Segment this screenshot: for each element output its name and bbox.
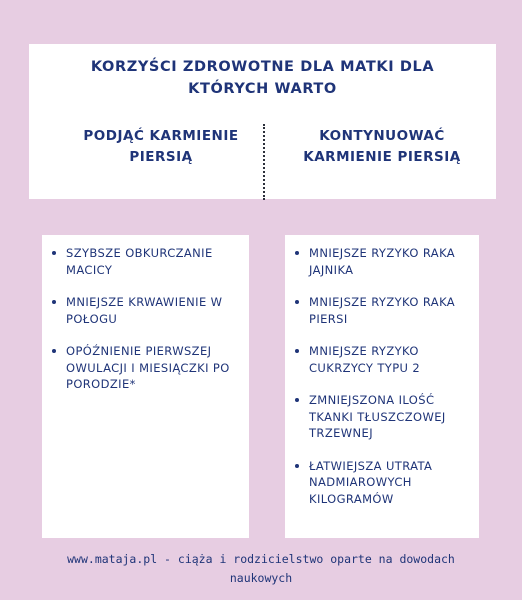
header-card [29, 44, 496, 199]
title-line: KORZYŚCI ZDROWOTNE DLA MATKI DLA [90, 59, 435, 75]
bullet-icon [295, 464, 299, 468]
page-title [29, 56, 496, 100]
bullet-icon [52, 251, 56, 255]
left-heading-line: PIERSIĄ [129, 149, 193, 165]
left-column-heading [61, 126, 261, 168]
footer-line: naukowych [229, 571, 293, 585]
bullet-icon [295, 349, 299, 353]
bullet-icon [295, 300, 299, 304]
bullet-icon [52, 349, 56, 353]
footer-line: www.mataja.pl - ciąża i rodzicielstwo oparte na dowodach [67, 552, 455, 566]
left-heading-line: PODJĄĆ KARMIENIE [83, 128, 239, 144]
right-benefits-card [285, 235, 479, 538]
left-benefits-card [42, 235, 249, 538]
list-item: MNIEJSZE KRWAWIENIE W POŁOGU [66, 294, 243, 327]
list-item: MNIEJSZE RYZYKO RAKA PIERSI [309, 294, 473, 327]
bullet-icon [295, 251, 299, 255]
left-benefits-list [42, 235, 249, 393]
right-benefits-list [285, 235, 479, 507]
right-heading-line: KONTYNUOWAĆ [319, 128, 445, 144]
list-item: ŁATWIEJSZA UTRATA NADMIAROWYCH KILOGRAMÓW [309, 458, 473, 508]
footer-caption [0, 550, 522, 588]
right-heading-line: KARMIENIE PIERSIĄ [303, 149, 461, 165]
list-item: MNIEJSZE RYZYKO RAKA JAJNIKA [309, 245, 473, 278]
list-item: MNIEJSZE RYZYKO CUKRZYCY TYPU 2 [309, 343, 473, 376]
list-item: SZYBSZE OBKURCZANIE MACICY [66, 245, 243, 278]
list-item: OPÓŹNIENIE PIERWSZEJ OWULACJI I MIESIĄCZKI PO PORODZIE* [66, 343, 243, 393]
right-column-heading [282, 126, 482, 168]
title-line: KTÓRYCH WARTO [188, 81, 337, 97]
list-item: ZMNIEJSZONA ILOŚĆ TKANKI TŁUSZCZOWEJ TRZEWNEJ [309, 392, 473, 442]
bullet-icon [52, 300, 56, 304]
bullet-icon [295, 398, 299, 402]
dotted-divider [263, 124, 265, 200]
